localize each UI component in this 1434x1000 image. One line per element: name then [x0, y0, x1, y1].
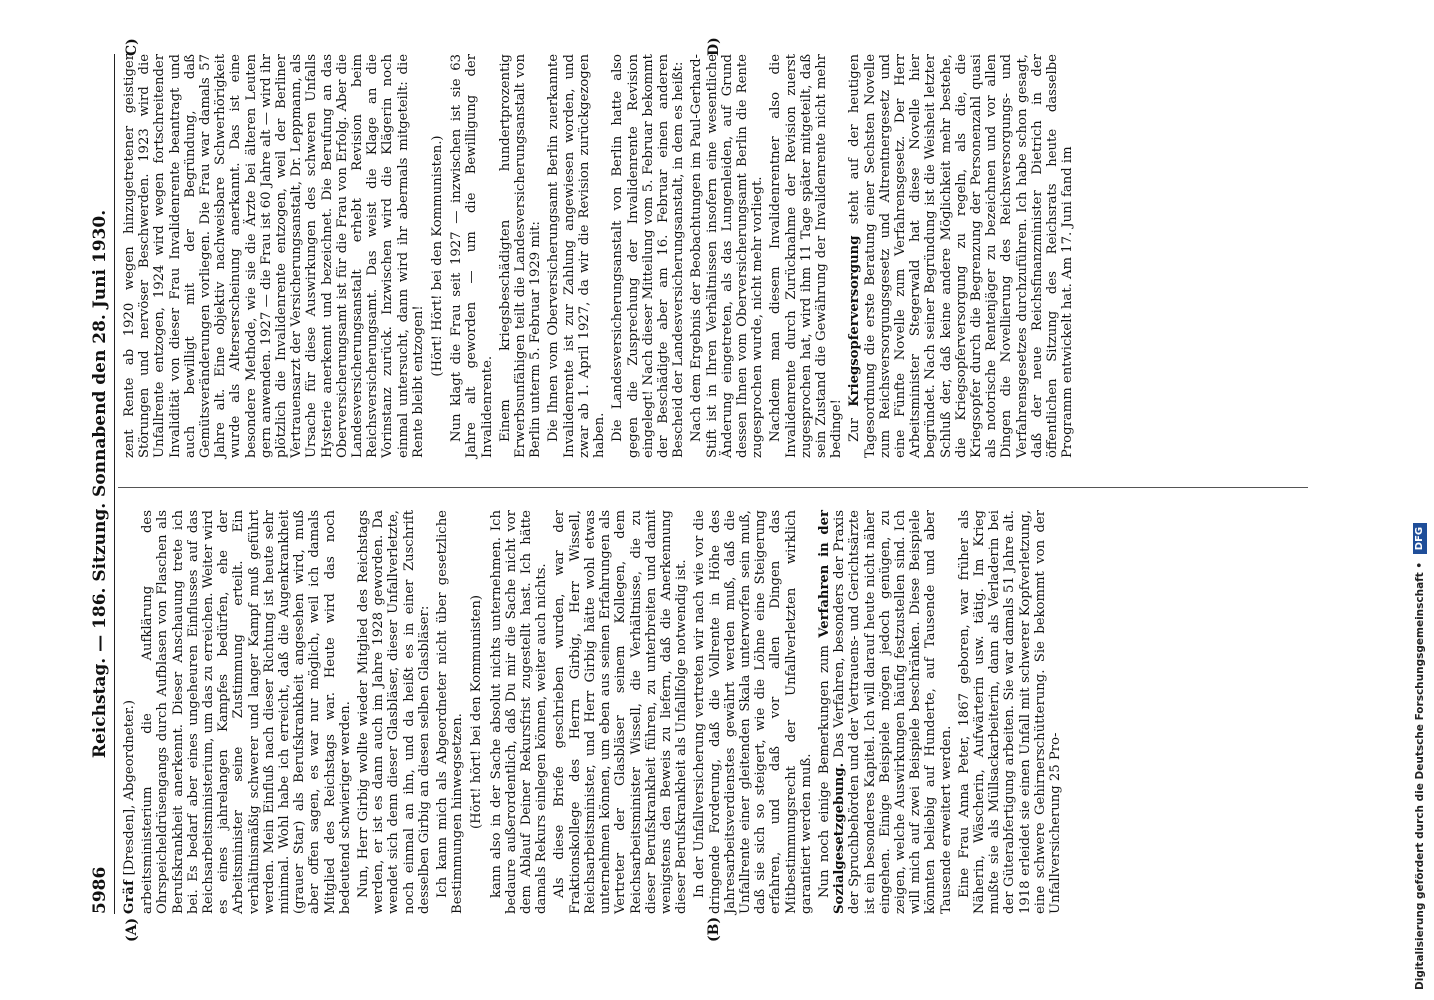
speaker-name: Gräf: [122, 879, 137, 914]
speaker-note: [Dresden], Abgeordneter.): [122, 700, 137, 876]
bold-heading: Kriegsopferversorgung: [847, 235, 863, 407]
dfg-logo: DFG: [1413, 523, 1427, 554]
margin-mark-b: (B): [706, 916, 722, 942]
quoted-paragraph: Die Ihnen vom Oberversicherungsamt Berlin zuerkannte Invalidenrente ist zur Zahlung angewiesen worden, und zwar ab 1. April 1927, da wir die Revision zurückgezogen haben.: [546, 54, 608, 458]
paragraph: In der Unfallversicherung vertreten wir nach wie vor die dringende Forderung, daß die Vollrente in Höhe des Jahresarbeitsverdienstes gewährt werden muß, daß die Unfallrente einer gleitenden Skala unterworfen sein muß, daß sie sich so steigert, wie die Löhne eine Steigerung erfahren, und daß vor allen Dingen das Mitbestimmungsrecht der Unfallverletzten wirklich garantiert werden muß.: [692, 510, 814, 914]
paragraph: arbeitsministerium die Aufklärung des Ohrspeicheldrüsengangs durch Aufblasen von Flaschen als Berufskrankheit anerkennt. Dieser Anschauung trete ich bei. Es bedarf aber eines ungeheuren Einflusses auf das Reichsarbeitsministerium, um das zu erreichen. Weiter wird es eines jahrelangen Kampfes bedürfen, ehe der Arbeitsminister seine Zustimmung erteilt. Ein verhältnismäßig schwerer und langer Kampf muß geführt werden. Mein Einfluß nach dieser Richtung ist heute sehr minimal. Wohl habe ich erreicht, daß die Augenkrankheit (grauer Star) als Berufskrankheit angesehen wird, muß aber offen sagen, es war nur möglich, weil ich damals Mitglied des Reichstags war. Heute wird das noch bedeutend schwieriger werden.: [140, 510, 353, 914]
text-run: Nun noch einige Bemerkungen zum: [816, 645, 832, 898]
paragraph: Die Landesversicherungsanstalt von Berlin hatte also gegen die Zusprechung der Invalidenrente Revision eingelegt! Nach dieser Mitteilung vom 5. Februar bekommt der Beschädigte aber am 16. Februar einen anderen Bescheid der Landesversicherungsanstalt, in dem es heißt:: [610, 54, 687, 458]
page-number: 5986: [90, 866, 110, 914]
paragraph: Nachdem man diesem Invalidenrentner also die Invalidenrente durch Zurücknahme der Revision zuerst zugesprochen hat, wird ihm 11 Tage später mitgeteilt, daß sein Zustand die Gewährung der Invalidenrente nicht mehr bedinge!: [768, 54, 845, 458]
sidebar-text-wrapper: [1410, 10, 1430, 990]
quoted-paragraph: Ich kann mich als Abgeordneter nicht über gesetzliche Bestimmungen hinwegsetzen.: [435, 510, 466, 914]
paragraph: Als diese Briefe geschrieben wurden, war der Fraktionskollege des Herrn Girbig, Herr Wissell, Reichsarbeitsminister, und Herr Girbig hätte wohl etwas unternehmen können, um eben aus seinen Erfahrungen als Vertreter der Glasbläser seinem Kollegen, dem Reichsarbeitsminister Wissell, die Verhältnisse, die zu dieser Berufskrankheit führen, zu unterbreiten und damit wenigstens den Beweis zu liefern, daß die Anerkennung dieser Berufskrankheit als Unfallfolge notwendig ist.: [552, 510, 690, 914]
text-run: steht auf der heutigen Tagesordnung die erste Beratung einer Sechsten Novelle zum Reichsversorgungsgesetz und Altrentnergesetz und eine Fünfte Novelle zum Verfahrensgesetz. Der Herr Arbeitsminister Stegerwald hat diese Novelle hier begründet. Nach seiner Begründung ist die Weisheit letzter Schluß der, daß keine andere Möglichkeit mehr bestehe, die Kriegsopferversorgung zu regeln, als die, die Kriegsopfer durch die Begrenzung der Personenzahl quasi als notorische Rentenjäger zu bezeichnen und vor allen Dingen die Novellierung des Reichsversorgungs- und Verfahrensgesetzes durchzuführen. Ich habe schon gesagt, daß der neue Reichsfinanzminister Dietrich in der öffentlichen Sitzung des Reichsrats heute dasselbe Programm entwickelt hat. Am 17. Juni fand im: [847, 54, 1076, 458]
paragraph: Eine Frau Anna Peter, 1867 geboren, war früher als Näherin, Wäscherin, Aufwärterin usw. tätig. Im Krieg mußte sie als Müllsackarbeiterin, dann als Verladerin bei der Güterabfertigung arbeiten. Sie war damals 51 Jahre alt. 1918 erleidet sie einen Unfall mit schwerer Kopfverletzung, eine schwere Gehirnerschütterung. Sie bekommt von der Unfallversicherung 25 Pro-: [956, 510, 1063, 914]
paragraph: Einem kriegsbeschädigten hundertprozentig Erwerbsunfähigen teilt die Landesversicherungsanstalt von Berlin unterm 5. Februar 1929 mit:: [497, 54, 544, 458]
text-run: Zur: [847, 418, 863, 442]
paragraph: [817, 510, 954, 914]
paragraph: Nun, Herr Girbig wollte wieder Mitglied des Reichstags werden, er ist es dann auch im Jahre 1928 geworden. Da wendet sich denn dieser Glasbläser, dieser Unfallverletzte, noch einmal an ihn, und da heißt es in einer Zuschrift desselben Girbig an diesen selben Glasbläser:: [356, 510, 432, 914]
paragraph: Nun klagt die Frau seit 1927 — inzwischen ist sie 63 Jahre alt geworden — um die Bewilligung der Invalidenrente.: [449, 54, 495, 458]
running-title: Reichstag. — 186. Sitzung. Sonnabend den 28. Juni 1930.: [90, 209, 110, 759]
interjection: (Hört! Hört! bei den Kommunisten.): [430, 135, 446, 377]
column-divider: [118, 487, 1308, 488]
funding-notice: Digitalisierung gefördert durch die Deutsche Forschungsgemeinschaft •: [1414, 561, 1426, 990]
paragraph: [847, 54, 1075, 458]
left-column: [122, 510, 1066, 914]
margin-mark-c: C): [124, 38, 140, 56]
bold-heading: Verfahren in der Sozialgesetzgebung.: [816, 510, 848, 914]
margin-mark-d: D): [706, 37, 722, 56]
right-column: [122, 54, 1078, 458]
quoted-paragraph: Nach dem Ergebnis der Beobachtungen im Paul-Gerhard-Stift ist in Ihren Verhältnissen insofern eine wesentliche Änderung eingetreten, als das Lungenleiden, auf Grund dessen Ihnen vom Oberversicherungsamt Berlin die Rente zugesprochen wurde, nicht mehr vorliegt.: [689, 54, 766, 458]
digitization-sidebar: [1410, 10, 1430, 990]
margin-mark-a: (A): [124, 917, 140, 942]
speaker-line: [122, 510, 137, 914]
paragraph: kann also in der Sache absolut nichts unternehmen. Ich bedaure außerordentlich, daß Du mir die Sache nicht vor dem Ablauf Deiner Rekursfrist zugestellt hast. Ich hätte damals Rekurs einlegen können, weiter auch nichts.: [488, 510, 550, 914]
page-header: [88, 54, 115, 914]
interjection: (Hört! hört! bei den Kommunisten): [469, 595, 485, 829]
text-run: Das Verfahren, besonders der Praxis der Spruchbehörden und der Vertrauens- und Gerichtsärzte ist ein besonderes Kapitel. Ich will darauf heute nicht näher eingehen. Einige Beispiele mögen jedoch genügen, zu zeigen, welche Auswirkungen häufig festzustellen sind. Ich will mich auf zwei Beispiele beschränken. Diese Beispiele könnten beliebig auf Hunderte, auf Tausende und aber Tausende erweitert werden.: [832, 510, 954, 914]
paragraph: zent Rente ab 1920 wegen hinzugetretener geistiger Störungen und nervöser Beschwerden. 1923 wird die Unfallrente entzogen, 1924 wird wegen fortschreitender Invalidität von dieser Frau Invalidenrente beantragt und auch bewilligt mit der Begründung, daß Gemütsveränderungen vorliegen. Die Frau war damals 57 Jahre alt. Eine objektiv nachweisbare Schwerhörigkeit wurde als Alterserscheinung anerkannt. Das ist eine besondere Methode, wie sie die Ärzte bei älteren Leuten gern anwenden. 1927 — die Frau ist 60 Jahre alt — wird ihr plötzlich die Invalidenrente entzogen, weil der Berliner Vertrauensarzt der Versicherungsanstalt, Dr. Leppmann, als Ursache für diese Auswirkungen des schweren Unfalls Hysterie anerkennt und bezeichnet. Die Berufung an das Oberversicherungsamt ist für die Frau von Erfolg. Aber die Landesversicherungsanstalt erhebt Revision beim Reichsversicherungsamt. Das weist die Klage an die Vorinstanz zurück. Inzwischen wird die Klägerin noch einmal untersucht, dann wird ihr abermals mitgeteilt: die Rente bleibt entzogen!: [122, 54, 426, 458]
